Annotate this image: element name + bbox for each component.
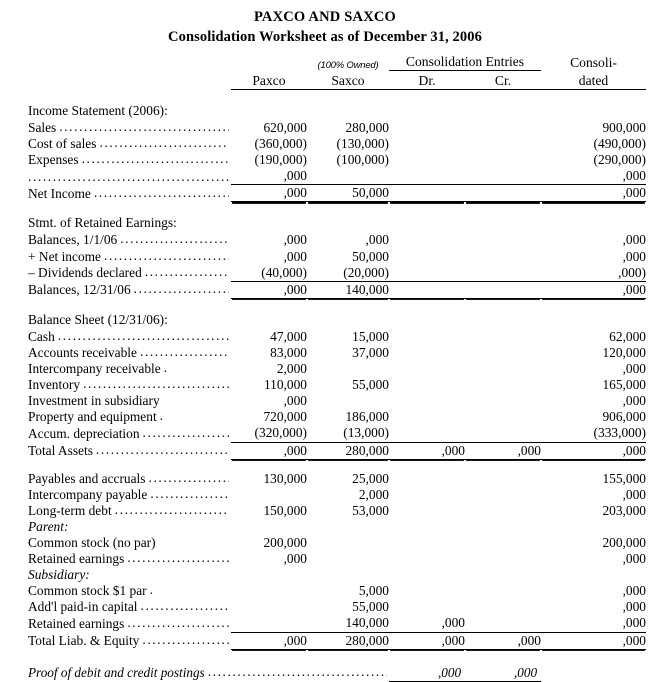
table-row [28, 615, 646, 632]
leader-dots [150, 583, 154, 596]
table-row [28, 345, 646, 361]
row-label-cell [28, 442, 231, 459]
cell-saxco: (130,000) [336, 136, 389, 152]
total-row-balances-123106 [28, 281, 646, 298]
row-label-cell [28, 393, 231, 409]
spacer [28, 298, 646, 310]
table-row [28, 136, 646, 152]
cell-saxco: 50,000 [307, 185, 389, 202]
row-label: Cash [28, 328, 55, 344]
proof-empty-cell [541, 663, 646, 682]
row-label-cell [28, 168, 231, 185]
table-row [28, 377, 646, 393]
cell-saxco: 15,000 [352, 328, 389, 344]
row-label-cell [28, 615, 231, 632]
row-label: Common stock $1 par [28, 583, 147, 599]
cell-consolidated: (290,000) [593, 152, 646, 168]
row-label-cell [28, 120, 231, 136]
cell-cr [465, 503, 541, 519]
cell-cr [465, 168, 541, 185]
cell-saxco [307, 393, 389, 409]
cell-cr [465, 409, 541, 425]
cell-saxco: 140,000 [307, 281, 389, 298]
cell-cr [465, 265, 541, 282]
leader-dots [149, 471, 230, 484]
cell-dr [389, 249, 465, 265]
cell-dr [389, 265, 465, 282]
cell-consolidated: 200,000 [602, 534, 646, 550]
section-income-statement-heading-row [28, 101, 646, 120]
cell-paxco: (320,000) [231, 425, 307, 442]
header-row-top [28, 54, 646, 71]
total-row-net-income [28, 185, 646, 202]
cell-cr [465, 120, 541, 136]
cell-saxco: (20,000) [307, 265, 389, 282]
cell-saxco: 55,000 [352, 599, 389, 615]
cell-paxco: 83,000 [270, 344, 307, 360]
cell-paxco [231, 487, 307, 503]
cell-saxco [307, 361, 389, 377]
cell-paxco: ,000 [231, 281, 307, 298]
table-header [28, 54, 646, 90]
cell-consolidated: ,000 [541, 168, 646, 185]
cell-cr [465, 152, 541, 168]
cell-cr [465, 393, 541, 409]
row-label: Common stock (no par) [28, 534, 156, 550]
cell-cr [465, 281, 541, 298]
cell-saxco: 25,000 [352, 470, 389, 486]
proof-cr-value: ,000 [465, 663, 541, 682]
cell-dr: ,000 [389, 442, 465, 459]
row-label-cell [28, 487, 231, 503]
cell-cr [465, 232, 541, 248]
table-row [28, 471, 646, 487]
column-header-consolidated: dated [541, 71, 646, 90]
cell-paxco: ,000 [231, 632, 307, 649]
leader-dots [59, 120, 229, 133]
cell-saxco: 140,000 [307, 615, 389, 632]
cell-dr [389, 377, 465, 393]
row-label: Intercompany receivable [28, 361, 161, 377]
table-row [28, 265, 646, 282]
cell-consolidated: ,000 [622, 232, 646, 248]
cell-consolidated: (490,000) [593, 136, 646, 152]
row-label-cell [28, 249, 231, 265]
leader-dots [142, 633, 229, 646]
row-label-cell [28, 185, 231, 202]
consolidation-entries-header: Consolidation Entries [389, 54, 541, 71]
cell-consolidated: ,000 [541, 281, 646, 298]
row-label: Retained earnings [28, 551, 125, 567]
cell-consolidated: ,000 [622, 248, 646, 264]
leader-dots [58, 329, 229, 342]
header-spacer-paxco [231, 54, 307, 71]
cell-consolidated: 155,000 [602, 470, 646, 486]
cell-consolidated: 906,000 [602, 409, 646, 425]
header-row-bottom [28, 71, 646, 90]
cell-paxco: ,000 [283, 248, 307, 264]
cell-dr [389, 329, 465, 345]
header-spacer [28, 54, 231, 71]
leader-dots [127, 616, 229, 629]
cell-cr [465, 535, 541, 551]
section-balance-sheet-heading-row [28, 310, 646, 329]
cell-dr: ,000 [389, 632, 465, 649]
row-label-cell [28, 377, 231, 393]
cell-paxco: 620,000 [263, 120, 307, 135]
cell-cr [465, 583, 541, 599]
cell-saxco: (100,000) [336, 152, 389, 168]
table-row [28, 425, 646, 442]
table-row [28, 535, 646, 551]
cell-cr [465, 345, 541, 361]
table-row [28, 249, 646, 265]
leader-dots [143, 426, 229, 439]
row-label-cell [28, 599, 231, 615]
title-block [0, 0, 650, 46]
cell-saxco: 280,000 [307, 632, 389, 649]
cell-paxco [231, 615, 307, 632]
cell-saxco: 50,000 [352, 248, 389, 264]
cell-dr [389, 551, 465, 567]
spacer [28, 459, 646, 471]
column-header-dr: Dr. [389, 71, 465, 90]
cell-cr [465, 377, 541, 393]
table-row [28, 361, 646, 377]
cell-consolidated: 62,000 [609, 328, 646, 344]
proof-row [28, 663, 646, 682]
cell-consolidated: 900,000 [602, 120, 646, 135]
leader-dots [120, 232, 229, 245]
row-label-cell [28, 265, 231, 282]
leader-dots [104, 249, 229, 262]
table-row-blank-ruled [28, 168, 646, 185]
cell-dr [389, 393, 465, 409]
cell-consolidated: ,000 [622, 583, 646, 599]
cell-consolidated: 203,000 [602, 502, 646, 518]
cell-dr [389, 120, 465, 136]
leader-dots [150, 487, 229, 500]
cell-cr [465, 329, 541, 345]
row-label: + Net income [28, 248, 101, 264]
total-row-total-liab-equity [28, 632, 646, 649]
cell-consolidated: ,000 [622, 393, 646, 409]
leader-dots [160, 409, 164, 422]
cell-dr [389, 345, 465, 361]
cell-paxco: (190,000) [254, 152, 307, 168]
cell-saxco: 280,000 [345, 120, 389, 135]
table-row [28, 152, 646, 168]
cell-saxco [307, 168, 389, 185]
cell-paxco: 110,000 [263, 377, 307, 393]
page-subtitle: Consolidation Worksheet as of December 31, 2006 [168, 29, 482, 45]
leader-dots [82, 152, 229, 165]
row-label-cell [28, 281, 231, 298]
row-label: Accum. depreciation [28, 425, 140, 441]
row-label: Inventory [28, 377, 81, 393]
leader-dots [96, 443, 229, 456]
row-label: Intercompany payable [28, 486, 148, 502]
subheading-row-subsidiary [28, 567, 646, 583]
cell-paxco: ,000 [283, 551, 307, 567]
page-title: PAXCO AND SAXCO [253, 9, 397, 25]
saxco-ownership-note: (100% Owned) [317, 59, 379, 71]
cell-cr: ,000 [465, 632, 541, 649]
row-label: Cost of sales [28, 136, 97, 152]
table-row [28, 329, 646, 345]
cell-paxco: 130,000 [263, 470, 307, 486]
consolidation-worksheet-table [28, 54, 646, 650]
row-label-cell [28, 329, 231, 345]
header-spacer-2 [28, 71, 231, 90]
cell-saxco: 2,000 [358, 486, 389, 502]
subheading-row-parent [28, 519, 646, 535]
proof-label: Proof of debit and credit postings [28, 665, 205, 681]
subheading-subsidiary: Subsidiary: [28, 567, 90, 583]
table-row [28, 409, 646, 425]
row-label: Total Assets [28, 443, 93, 458]
row-label: Payables and accruals [28, 470, 146, 486]
cell-paxco [231, 583, 307, 599]
row-label: Balances, 1/1/06 [28, 232, 118, 248]
column-header-paxco: Paxco [231, 71, 307, 90]
leader-dots [134, 282, 229, 295]
section-heading-balance-sheet: Balance Sheet (12/31/06): [28, 311, 168, 327]
row-label-cell [28, 361, 231, 377]
cell-consolidated: ,000 [622, 486, 646, 502]
cell-cr [465, 471, 541, 487]
cell-cr [465, 185, 541, 202]
cell-consolidated: ,000) [541, 265, 646, 282]
table-row [28, 232, 646, 248]
leader-dots [145, 265, 229, 278]
cell-saxco: 280,000 [307, 442, 389, 459]
cell-paxco: ,000 [231, 168, 307, 185]
cell-consolidated: ,000 [622, 599, 646, 615]
table-row [28, 503, 646, 519]
section-heading-income-statement: Income Statement (2006): [28, 103, 168, 118]
consolidated-header-top: Consoli- [570, 54, 617, 70]
cell-saxco: 186,000 [345, 409, 389, 425]
cell-saxco [307, 551, 389, 567]
row-label-cell [28, 152, 231, 168]
row-label-cell [28, 345, 231, 361]
total-row-total-assets [28, 442, 646, 459]
row-label-cell [28, 535, 231, 551]
row-label: Investment in subsidiary [28, 393, 160, 409]
cell-paxco: 47,000 [270, 328, 307, 344]
table-row [28, 487, 646, 503]
cell-dr [389, 168, 465, 185]
cell-saxco: 5,000 [358, 583, 389, 599]
row-label-cell [28, 136, 231, 152]
row-label: – Dividends declared [28, 265, 142, 281]
cell-paxco: 200,000 [263, 534, 307, 550]
cell-cr [465, 551, 541, 567]
row-label-cell [28, 551, 231, 567]
cell-cr [465, 136, 541, 152]
cell-dr [389, 503, 465, 519]
cell-saxco: 55,000 [352, 377, 389, 393]
row-label-cell [28, 232, 231, 248]
cell-saxco: 37,000 [352, 344, 389, 360]
cell-consolidated: ,000 [541, 615, 646, 632]
leader-dots [140, 345, 229, 358]
column-header-saxco: Saxco [307, 71, 389, 90]
cell-dr [389, 599, 465, 615]
cell-cr: ,000 [465, 442, 541, 459]
cell-consolidated: ,000 [541, 632, 646, 649]
cell-paxco: 720,000 [263, 409, 307, 425]
cell-paxco: ,000 [231, 442, 307, 459]
leader-dots [127, 551, 229, 564]
row-label: Sales [28, 120, 57, 135]
cell-cr [465, 249, 541, 265]
subheading-parent: Parent: [28, 518, 69, 534]
cell-cr [465, 599, 541, 615]
row-label-cell [28, 471, 231, 487]
table-row [28, 393, 646, 409]
row-label-cell [28, 425, 231, 442]
cell-dr: ,000 [389, 615, 465, 632]
spacer [28, 90, 646, 102]
cell-dr [389, 471, 465, 487]
leader-dots [28, 170, 229, 183]
table-row [28, 120, 646, 136]
row-label: Accounts receivable [28, 344, 137, 360]
proof-dr-value: ,000 [389, 663, 465, 682]
cell-dr [389, 583, 465, 599]
proof-label-cell [28, 663, 389, 682]
cell-saxco: 53,000 [352, 502, 389, 518]
row-label: Net Income [28, 185, 91, 201]
cell-paxco: ,000 [283, 232, 307, 248]
cell-dr [389, 232, 465, 248]
row-label-cell [28, 583, 231, 599]
leader-dots [141, 599, 229, 612]
cell-paxco: 2,000 [276, 361, 307, 377]
row-label-cell [28, 409, 231, 425]
cell-dr [389, 152, 465, 168]
table-row [28, 551, 646, 567]
cell-paxco: ,000 [231, 185, 307, 202]
cell-dr [389, 487, 465, 503]
row-label: Retained earnings [28, 615, 125, 631]
row-label: Long-term debt [28, 502, 112, 518]
cell-consolidated: ,000 [622, 361, 646, 377]
cell-dr [389, 535, 465, 551]
section-heading-retained-earnings: Stmt. of Retained Earnings: [28, 215, 177, 231]
cell-consolidated: 165,000 [602, 377, 646, 393]
cell-dr [389, 409, 465, 425]
table-body [28, 90, 646, 650]
cell-consolidated: ,000 [541, 185, 646, 202]
cell-paxco: (360,000) [254, 136, 307, 152]
cell-consolidated: (333,000) [541, 425, 646, 442]
cell-paxco: ,000 [283, 393, 307, 409]
row-label: Balances, 12/31/06 [28, 282, 131, 298]
leader-dots [94, 186, 229, 199]
cell-consolidated: ,000 [622, 551, 646, 567]
leader-dots [164, 361, 168, 374]
leader-dots [208, 665, 387, 678]
cell-consolidated: 120,000 [602, 344, 646, 360]
cell-paxco: 150,000 [263, 502, 307, 518]
section-retained-earnings-heading-row [28, 213, 646, 232]
cell-cr [465, 487, 541, 503]
cell-saxco [307, 535, 389, 551]
row-label: Total Liab. & Equity [28, 633, 140, 649]
cell-saxco: ,000 [365, 232, 389, 248]
leader-dots [99, 136, 229, 149]
cell-paxco [231, 599, 307, 615]
cell-cr [465, 425, 541, 442]
cell-consolidated: ,000 [541, 442, 646, 459]
cell-dr [389, 281, 465, 298]
proof-line [28, 663, 646, 682]
cell-paxco: (40,000) [231, 265, 307, 282]
column-header-cr: Cr. [465, 71, 541, 90]
row-label: Add'l paid-in capital [28, 599, 138, 615]
row-label-cell [28, 503, 231, 519]
cell-dr [389, 136, 465, 152]
row-label-cell [28, 632, 231, 649]
cell-dr [389, 185, 465, 202]
cell-dr [389, 425, 465, 442]
cell-cr [465, 615, 541, 632]
cell-dr [389, 361, 465, 377]
leader-dots [83, 377, 229, 390]
spacer [28, 202, 646, 214]
cell-cr [465, 361, 541, 377]
table-row [28, 583, 646, 599]
row-label: Expenses [28, 152, 79, 168]
leader-dots [115, 503, 229, 516]
cell-saxco: (13,000) [307, 425, 389, 442]
row-label: Property and equipment [28, 409, 157, 425]
table-row [28, 599, 646, 615]
